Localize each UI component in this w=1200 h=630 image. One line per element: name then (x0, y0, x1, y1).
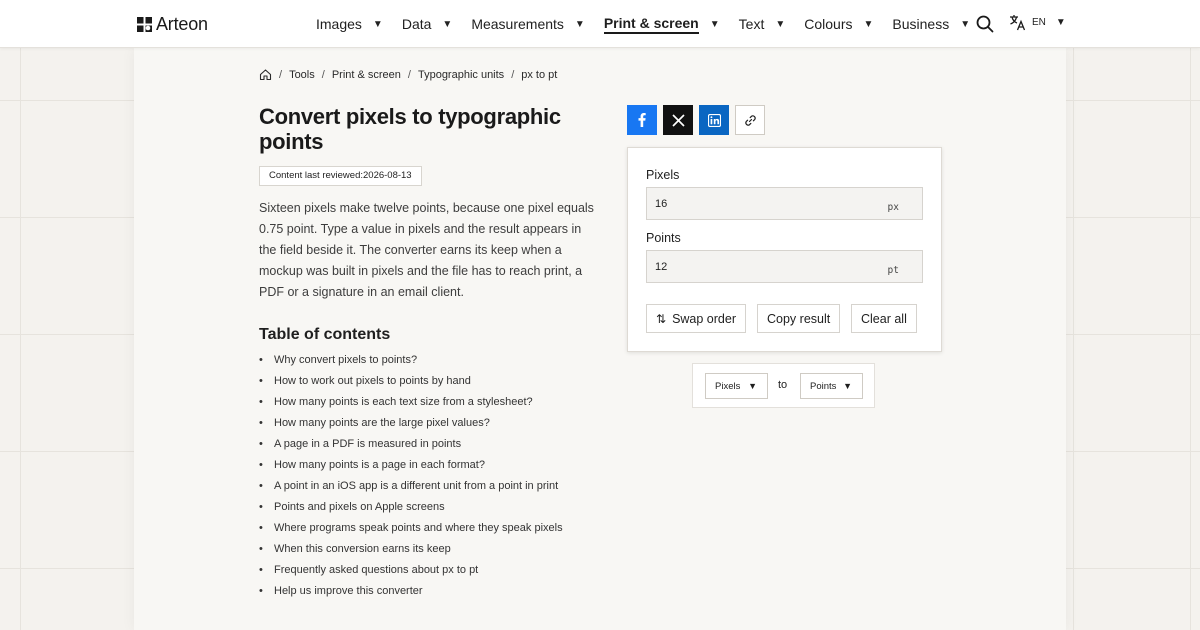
toc-item[interactable] (259, 371, 563, 392)
breadcrumb-current: px to pt (521, 68, 558, 81)
breadcrumb-separator: / (321, 68, 325, 81)
pixels-unit: px (887, 202, 899, 213)
copy-link-button[interactable] (735, 105, 765, 135)
copy-result-label: Copy result (767, 311, 831, 326)
nav-item-data[interactable] (402, 0, 471, 48)
review-label: Content last reviewed: (269, 170, 363, 181)
points-label: Points (646, 231, 681, 245)
breadcrumb-separator: / (279, 68, 283, 81)
review-date-badge (259, 166, 422, 186)
chevron-down-icon: ▼ (775, 18, 786, 30)
toc-item-label: Points and pixels on Apple screens (274, 501, 445, 513)
nav-item-label: Print & screen (604, 15, 699, 34)
brand-logo-icon (137, 17, 152, 32)
bullet-icon: • (259, 375, 263, 387)
toc-title: Table of contents (259, 326, 391, 343)
chevron-down-icon: ▼ (843, 381, 852, 391)
clear-all-button[interactable] (851, 304, 917, 333)
toc-item[interactable] (259, 413, 563, 434)
share-facebook-button[interactable] (627, 105, 657, 135)
pixels-label: Pixels (646, 168, 680, 182)
breadcrumb-link[interactable]: Typographic units (417, 68, 505, 81)
toc-item[interactable] (259, 392, 563, 413)
toc-item-label: Why convert pixels to points? (274, 354, 418, 366)
review-date: 2026-08-13 (363, 170, 412, 181)
clear-all-label: Clear all (861, 311, 907, 326)
share-x-button[interactable] (663, 105, 693, 135)
bullet-icon: • (259, 564, 263, 576)
chevron-down-icon: ▼ (748, 381, 757, 391)
pixels-value: 16 (655, 198, 668, 210)
nav-item-text[interactable] (739, 0, 805, 48)
breadcrumb-link[interactable]: Tools (289, 68, 315, 81)
nav-item-label: Measurements (471, 16, 564, 32)
toc-item[interactable] (259, 581, 563, 602)
chevron-down-icon: ▼ (960, 18, 971, 30)
toc-item[interactable] (259, 455, 563, 476)
intro-text: Sixteen pixels make twelve points, because one pixel equals 0.75 point. Type a value in pixels and the result appears in the field beside it. The converter earns its keep when a mockup was built in pixels and the file has to reach print, a PDF or a signature in an email client. (259, 201, 594, 299)
copy-result-button[interactable] (757, 304, 840, 333)
toc-item[interactable] (259, 539, 563, 560)
nav-item-label: Colours (804, 16, 853, 32)
toc-item[interactable] (259, 350, 563, 371)
search-icon[interactable] (976, 15, 994, 33)
toc-item-label: Where programs speak points and where they speak pixels (274, 522, 563, 534)
chevron-down-icon: ▼ (709, 18, 720, 30)
table-of-contents (259, 350, 563, 602)
language-code: EN (1032, 17, 1046, 28)
unit-selector (692, 363, 875, 408)
swap-order-button[interactable] (646, 304, 746, 333)
bullet-icon: • (259, 396, 263, 408)
bullet-icon: • (259, 480, 263, 492)
nav-item-images[interactable] (316, 0, 402, 48)
converter-card (627, 147, 942, 352)
nav-item-label: Text (738, 16, 765, 32)
toc-item-label: How many points is each text size from a stylesheet? (274, 396, 533, 408)
bullet-icon: • (259, 354, 263, 366)
from-unit-value: Pixels (715, 380, 741, 392)
toc-item-label: When this conversion earns its keep (274, 543, 451, 555)
chevron-down-icon: ▼ (574, 18, 585, 30)
bullet-icon: • (259, 522, 263, 534)
pixels-input[interactable] (646, 187, 923, 220)
bullet-icon: • (259, 585, 263, 597)
chevron-down-icon: ▼ (442, 18, 453, 30)
nav-item-measurements[interactable] (471, 0, 604, 48)
toc-item-label: A point in an iOS app is a different unit from a point in print (274, 480, 559, 492)
toc-item[interactable] (259, 497, 563, 518)
toc-item-label: A page in a PDF is measured in points (274, 438, 462, 450)
toc-item[interactable] (259, 560, 563, 581)
toc-item[interactable] (259, 476, 563, 497)
toc-item-label: Frequently asked questions about px to pt (274, 564, 479, 576)
share-linkedin-button[interactable] (699, 105, 729, 135)
home-icon[interactable] (259, 68, 272, 81)
language-selector[interactable] (1009, 14, 1066, 31)
translate-icon (1009, 14, 1026, 31)
linkedin-icon (708, 114, 721, 127)
toc-item[interactable] (259, 434, 563, 455)
bullet-icon: • (259, 501, 263, 513)
unit-connector: to (778, 379, 788, 391)
brand-name: Arteon (156, 14, 208, 34)
toc-item-label: How to work out pixels to points by hand (274, 375, 471, 387)
swap-arrows-icon: ⇅ (656, 311, 667, 326)
main-nav (316, 0, 989, 48)
bullet-icon: • (259, 438, 263, 450)
points-value: 12 (655, 261, 668, 273)
to-unit-value: Points (810, 380, 837, 392)
chevron-down-icon: ▼ (372, 18, 383, 30)
breadcrumb (259, 68, 557, 81)
nav-item-label: Data (401, 16, 432, 32)
toc-item-label: Help us improve this converter (274, 585, 423, 597)
points-input[interactable] (646, 250, 923, 283)
link-icon (744, 114, 757, 127)
from-unit-select[interactable] (705, 373, 768, 399)
bullet-icon: • (259, 543, 263, 555)
nav-item-business[interactable] (892, 0, 989, 48)
toc-item-label: How many points is a page in each format? (274, 459, 485, 471)
breadcrumb-link[interactable]: Print & screen (331, 68, 401, 81)
bullet-icon: • (259, 417, 263, 429)
points-unit: pt (887, 265, 899, 276)
breadcrumb-separator: / (511, 68, 515, 81)
chevron-down-icon: ▼ (1055, 17, 1066, 28)
nav-item-print-screen[interactable] (604, 0, 739, 48)
toc-item[interactable] (259, 518, 563, 539)
nav-item-label: Business (892, 16, 950, 32)
toc-item-label: How many points are the large pixel values? (274, 417, 490, 429)
to-unit-select[interactable] (800, 373, 863, 399)
nav-item-colours[interactable] (804, 0, 892, 48)
site-header (0, 0, 1200, 48)
facebook-icon (638, 113, 646, 127)
nav-item-label: Images (316, 16, 362, 32)
page-title: Convert pixels to typographic points (259, 104, 561, 154)
bullet-icon: • (259, 459, 263, 471)
x-icon (672, 114, 685, 127)
swap-order-label: Swap order (672, 311, 736, 326)
breadcrumb-separator: / (407, 68, 411, 81)
brand-logo[interactable] (137, 14, 208, 35)
chevron-down-icon: ▼ (863, 18, 874, 30)
